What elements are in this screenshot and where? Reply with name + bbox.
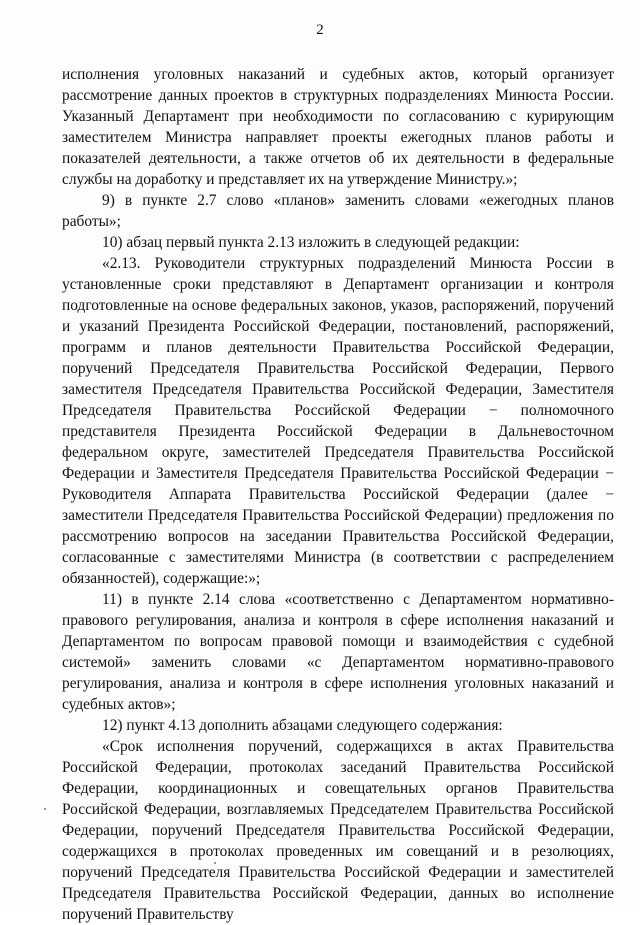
paragraph-item-9: 9) в пункте 2.7 слово «планов» заменить словами «ежегодных планов работы»; xyxy=(62,192,614,230)
paragraph-quote-2-13: «2.13. Руководители структурных подразделений Минюста России в установленные сроки представляют в Департамент организации и контроля подготовленные на основе федеральных законов, указов, распоряжений, поручений и указаний Президента Российской Федерации, постановлений, распоряжений, программ и планов деятельности Правительства Российской Федерации, поручений Председателя Правительства Российской Федерации, Первого заместителя Председателя Правительства Российской Федерации, Заместителя Председателя Правительства Российской Федерации − полномочного представителя Президента Российской Федерации в Дальневосточном федеральном округе, заместителей Председателя Правительства Российской Федерации и Заместителя Председателя Правительства Российской Федерации − Руководителя Аппарата Правительства Российской Федерации (далее − заместители Председателя Правительства Российской Федерации) предложения по рассмотрению вопросов на заседании Правительства Российской Федерации, согласованные с заместителями Министра (в соответствии с распределением обязанностей), содержащие:»; xyxy=(62,255,614,587)
paragraph-item-12: 12) пункт 4.13 дополнить абзацами следующего содержания: xyxy=(102,717,503,734)
paragraph-continuation: исполнения уголовных наказаний и судебных актов, который организует рассмотрение данных проектов в структурных подразделениях Минюста России. Указанный Департамент при необходимости по согласованию с курирующим заместителем Министра направляет проекты ежегодных планов работы и показателей деятельности, а также отчетов об их деятельности в федеральные службы на доработку и представляет их на утверждение Министру.»; xyxy=(62,66,614,188)
page-number: 2 xyxy=(316,22,324,38)
scan-speck xyxy=(214,862,216,864)
paragraph-item-10: 10) абзац первый пункта 2.13 изложить в следующей редакции: xyxy=(102,234,520,251)
paragraph-quote-deadline: «Срок исполнения поручений, содержащихся в актах Правительства Российской Федерации, протоколах заседаний Правительства Российской Федерации, координационных и совещательных органов Правительства Российской Федерации, возглавляемых Председателем Правительства Российской Федерации, поручений Председателя Правительства Российской Федерации, содержащихся в протоколах проведенных им совещаний и в резолюциях, поручений Председателя Правительства Российской Федерации и заместителей Председателя Правительства Российской Федерации, данных во исполнение поручений Правительству xyxy=(62,738,614,923)
paragraph-item-11: 11) в пункте 2.14 слова «соответственно с Департаментом нормативно-правового регулирования, анализа и контроля в сфере исполнения наказаний и Департаментом по вопросам правовой помощи и взаимодействия с судебной системой» заменить словами «с Департаментом нормативно-правового регулирования, анализа и контроля в сфере исполнения уголовных наказаний и судебных актов»; xyxy=(62,591,614,713)
document-body xyxy=(62,64,614,925)
scan-speck xyxy=(44,808,46,810)
